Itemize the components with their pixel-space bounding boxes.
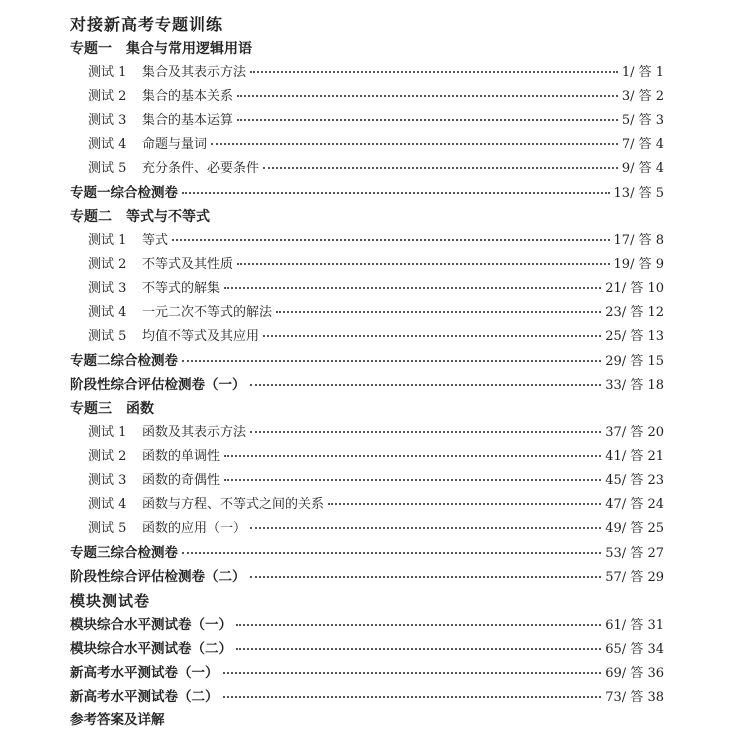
page-ref: 65/ 答 34 bbox=[605, 642, 664, 657]
dot-leader bbox=[237, 119, 618, 121]
page-ref: 61/ 答 31 bbox=[605, 618, 664, 633]
page-ref: 57/ 答 29 bbox=[605, 570, 664, 585]
test-number: 测试 2 bbox=[88, 449, 127, 464]
entry-label: 函数的奇偶性 bbox=[142, 473, 221, 488]
toc-entry[interactable] bbox=[88, 61, 664, 83]
page-ref: 37/ 答 20 bbox=[605, 425, 664, 440]
page-ref: 19/ 答 9 bbox=[613, 257, 664, 272]
toc-entry-review[interactable] bbox=[70, 349, 664, 371]
entry-label: 集合的基本运算 bbox=[142, 113, 234, 128]
dot-leader bbox=[250, 576, 602, 578]
entry-label: 充分条件、必要条件 bbox=[142, 161, 260, 176]
dot-leader bbox=[250, 384, 602, 386]
entry-label: 阶段性综合评估检测卷（一） bbox=[70, 377, 246, 393]
page-ref: 47/ 答 24 bbox=[605, 497, 664, 512]
dot-leader bbox=[250, 71, 618, 73]
page-ref: 53/ 答 27 bbox=[605, 546, 664, 561]
test-number: 测试 1 bbox=[88, 65, 127, 80]
toc-entry-review[interactable] bbox=[70, 541, 664, 563]
test-number: 测试 3 bbox=[88, 473, 127, 488]
dot-leader bbox=[182, 552, 601, 554]
toc-entry[interactable] bbox=[88, 133, 664, 155]
entry-label: 函数的单调性 bbox=[142, 449, 221, 464]
test-number: 测试 2 bbox=[88, 257, 127, 272]
toc-entry[interactable] bbox=[88, 277, 664, 299]
page-ref: 17/ 答 8 bbox=[613, 233, 664, 248]
section-heading: 专题三 函数 bbox=[70, 401, 154, 417]
dot-leader bbox=[328, 503, 601, 505]
test-number: 测试 1 bbox=[88, 233, 127, 248]
module-title: 模块测试卷 bbox=[70, 592, 151, 610]
toc-entry[interactable] bbox=[88, 85, 664, 107]
dot-leader bbox=[224, 455, 601, 457]
dot-leader bbox=[182, 192, 610, 194]
toc-entry-review[interactable] bbox=[70, 181, 664, 203]
entry-label: 专题三综合检测卷 bbox=[70, 545, 178, 561]
entry-label: 模块综合水平测试卷（二） bbox=[70, 641, 232, 657]
test-number: 测试 3 bbox=[88, 113, 127, 128]
test-number: 测试 5 bbox=[88, 329, 127, 344]
toc-entry[interactable] bbox=[88, 301, 664, 323]
toc-entry[interactable] bbox=[88, 445, 664, 467]
dot-leader bbox=[263, 335, 601, 337]
page-ref: 13/ 答 5 bbox=[613, 186, 664, 201]
test-number: 测试 5 bbox=[88, 161, 127, 176]
entry-label: 专题二综合检测卷 bbox=[70, 353, 178, 369]
page-ref: 9/ 答 4 bbox=[621, 161, 664, 176]
entry-label: 模块综合水平测试卷（一） bbox=[70, 617, 232, 633]
entry-label: 均值不等式及其应用 bbox=[142, 329, 260, 344]
page-ref: 21/ 答 10 bbox=[605, 281, 664, 296]
toc-entry[interactable] bbox=[88, 325, 664, 347]
entry-label: 集合及其表示方法 bbox=[142, 65, 247, 80]
dot-leader bbox=[263, 167, 618, 169]
page-ref: 7/ 答 4 bbox=[621, 137, 664, 152]
toc-entry[interactable] bbox=[88, 253, 664, 275]
dot-leader bbox=[250, 431, 601, 433]
test-number: 测试 4 bbox=[88, 497, 127, 512]
page-ref: 41/ 答 21 bbox=[605, 449, 664, 464]
page-ref: 29/ 答 15 bbox=[605, 354, 664, 369]
entry-label: 函数及其表示方法 bbox=[142, 425, 247, 440]
dot-leader bbox=[236, 648, 601, 650]
entry-label: 新高考水平测试卷（二） bbox=[70, 689, 219, 705]
page-ref: 5/ 答 3 bbox=[621, 113, 664, 128]
section-heading: 专题二 等式与不等式 bbox=[70, 209, 210, 225]
dot-leader bbox=[224, 479, 601, 481]
page-ref: 33/ 答 18 bbox=[605, 378, 664, 393]
toc-entry[interactable] bbox=[88, 493, 664, 515]
toc-entry[interactable] bbox=[88, 109, 664, 131]
test-number: 测试 5 bbox=[88, 521, 127, 536]
page-ref: 45/ 答 23 bbox=[605, 473, 664, 488]
toc-entry-module[interactable] bbox=[70, 661, 664, 683]
dot-leader bbox=[236, 624, 601, 626]
dot-leader bbox=[237, 95, 618, 97]
test-number: 测试 1 bbox=[88, 425, 127, 440]
toc-entry[interactable] bbox=[88, 229, 664, 251]
dot-leader bbox=[172, 239, 610, 241]
page-ref: 1/ 答 1 bbox=[621, 65, 664, 80]
test-number: 测试 2 bbox=[88, 89, 127, 104]
toc-title: 对接新高考专题训练 bbox=[70, 15, 224, 34]
dot-leader bbox=[223, 696, 602, 698]
page-ref: 25/ 答 13 bbox=[605, 329, 664, 344]
entry-label: 一元二次不等式的解法 bbox=[142, 305, 273, 320]
toc-entry-stage[interactable] bbox=[70, 565, 664, 587]
dot-leader bbox=[223, 672, 602, 674]
entry-label: 函数的应用（一） bbox=[142, 521, 247, 536]
dot-leader bbox=[250, 527, 601, 529]
dot-leader bbox=[182, 360, 601, 362]
section-heading: 专题一 集合与常用逻辑用语 bbox=[70, 41, 252, 57]
entry-label: 函数与方程、不等式之间的关系 bbox=[142, 497, 325, 512]
toc-entry-stage[interactable] bbox=[70, 373, 664, 395]
entry-label: 等式 bbox=[142, 233, 169, 248]
entry-label: 不等式及其性质 bbox=[142, 257, 234, 272]
toc-entry[interactable] bbox=[88, 517, 664, 539]
page-ref: 73/ 答 38 bbox=[605, 690, 664, 705]
toc-entry-module[interactable] bbox=[70, 637, 664, 659]
answers-heading[interactable]: 参考答案及详解 bbox=[70, 712, 165, 728]
entry-label: 专题一综合检测卷 bbox=[70, 185, 178, 201]
test-number: 测试 4 bbox=[88, 305, 127, 320]
entry-label: 命题与量词 bbox=[142, 137, 208, 152]
entry-label: 新高考水平测试卷（一） bbox=[70, 665, 219, 681]
dot-leader bbox=[237, 263, 610, 265]
toc-entry-module[interactable] bbox=[70, 613, 664, 635]
test-number: 测试 3 bbox=[88, 281, 127, 296]
page-ref: 49/ 答 25 bbox=[605, 521, 664, 536]
entry-label: 不等式的解集 bbox=[142, 281, 221, 296]
page-ref: 69/ 答 36 bbox=[605, 666, 664, 681]
entry-label: 集合的基本关系 bbox=[142, 89, 234, 104]
toc-entry[interactable] bbox=[88, 157, 664, 179]
toc-entry-module[interactable] bbox=[70, 685, 664, 707]
page-ref: 3/ 答 2 bbox=[621, 89, 664, 104]
dot-leader bbox=[276, 311, 601, 313]
toc-entry[interactable] bbox=[88, 421, 664, 443]
page-ref: 23/ 答 12 bbox=[605, 305, 664, 320]
dot-leader bbox=[211, 143, 618, 145]
entry-label: 阶段性综合评估检测卷（二） bbox=[70, 569, 246, 585]
test-number: 测试 4 bbox=[88, 137, 127, 152]
dot-leader bbox=[224, 287, 601, 289]
toc-entry[interactable] bbox=[88, 469, 664, 491]
